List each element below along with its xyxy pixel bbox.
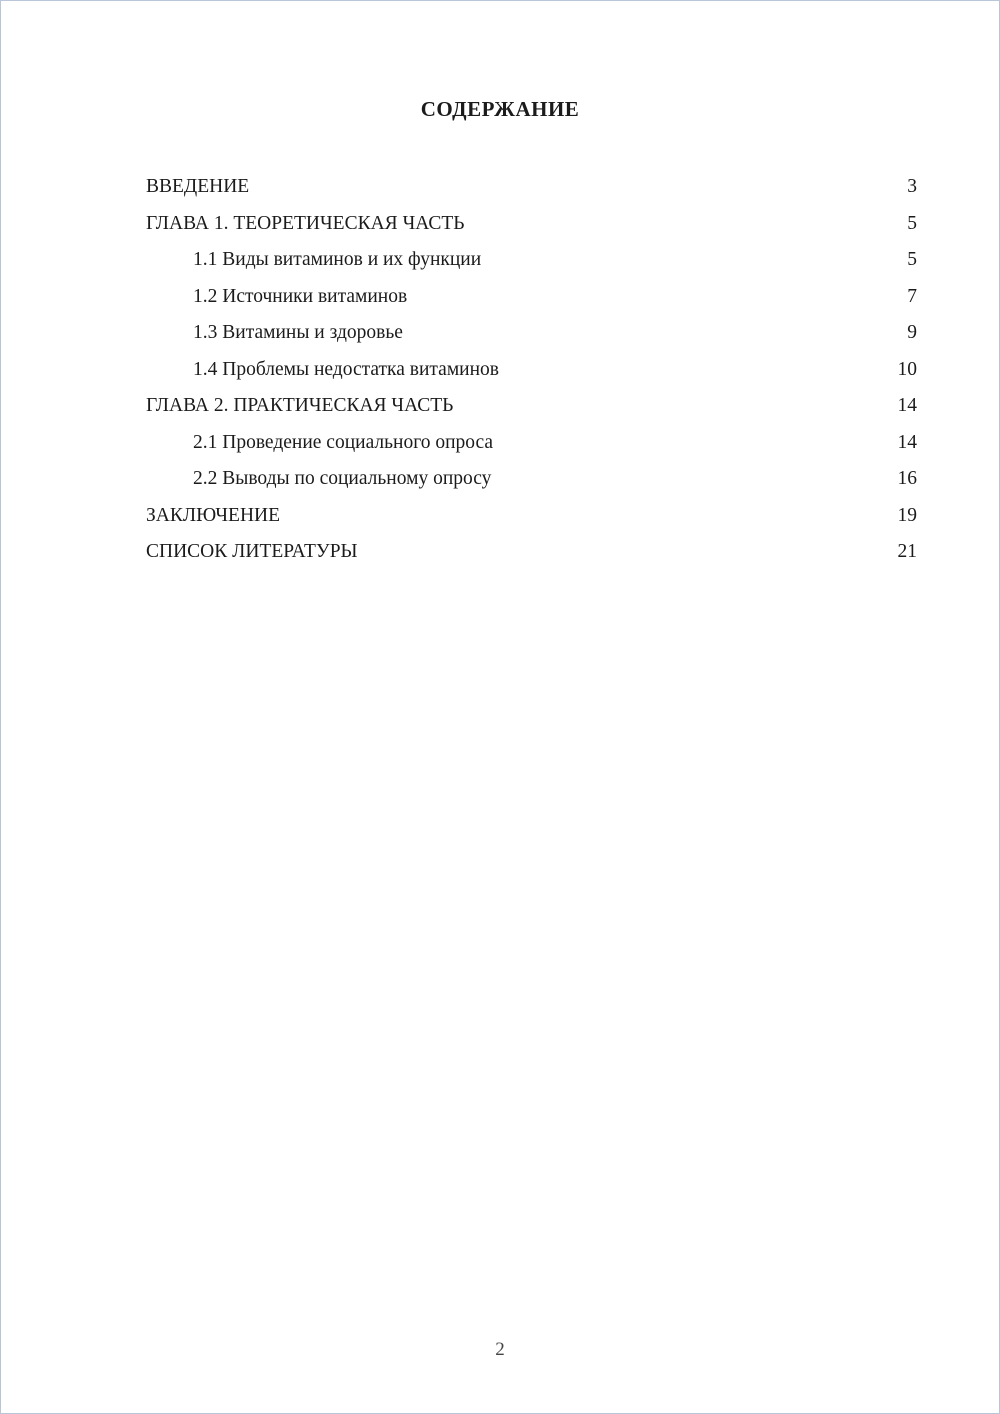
toc-entry-page: 16 <box>897 468 917 489</box>
toc-entry-label: ВВЕДЕНИЕ <box>146 176 250 197</box>
toc-entry-page: 14 <box>897 395 917 416</box>
toc-entry-page: 5 <box>907 212 917 234</box>
toc-entry-label: СПИСОК ЛИТЕРАТУРЫ <box>146 541 358 562</box>
toc-entry-label: 1.1 Виды витаминов и их функции <box>193 249 482 270</box>
toc-entry <box>146 461 917 498</box>
toc-entry-label: ЗАКЛЮЧЕНИЕ <box>146 504 281 526</box>
table-of-contents <box>146 169 917 571</box>
toc-entry-label: 1.3 Витамины и здоровье <box>193 322 403 343</box>
toc-entry-label: 1.2 Источники витаминов <box>193 285 408 307</box>
toc-entry <box>146 206 917 243</box>
footer-page-number: 2 <box>495 1339 505 1360</box>
toc-entry <box>146 388 917 425</box>
toc-entry-label: 1.4 Проблемы недостатка витаминов <box>193 358 499 380</box>
toc-entry-label: ГЛАВА 1. ТЕОРЕТИЧЕСКАЯ ЧАСТЬ <box>146 212 465 234</box>
page-title: СОДЕРЖАНИЕ <box>420 97 580 121</box>
toc-entry-page: 3 <box>907 176 917 197</box>
toc-entry-label: 2.1 Проведение социального опроса <box>193 431 494 453</box>
toc-entry-page: 14 <box>897 431 917 453</box>
toc-entry-page: 7 <box>907 285 917 307</box>
toc-entry <box>146 315 917 352</box>
toc-entry-page: 9 <box>907 322 917 343</box>
toc-entry-page: 21 <box>897 541 917 562</box>
toc-entry-page: 19 <box>897 504 917 526</box>
toc-entry <box>146 534 917 571</box>
toc-entry <box>146 242 917 279</box>
toc-entry-page: 5 <box>907 249 917 270</box>
toc-entry <box>146 498 917 535</box>
toc-entry-label: 2.2 Выводы по социальному опросу <box>193 468 492 489</box>
toc-entry <box>146 425 917 462</box>
toc-entry-page: 10 <box>897 358 917 380</box>
toc-entry <box>146 169 917 206</box>
toc-entry <box>146 279 917 316</box>
toc-entry-label: ГЛАВА 2. ПРАКТИЧЕСКАЯ ЧАСТЬ <box>146 395 454 416</box>
toc-entry <box>146 352 917 389</box>
